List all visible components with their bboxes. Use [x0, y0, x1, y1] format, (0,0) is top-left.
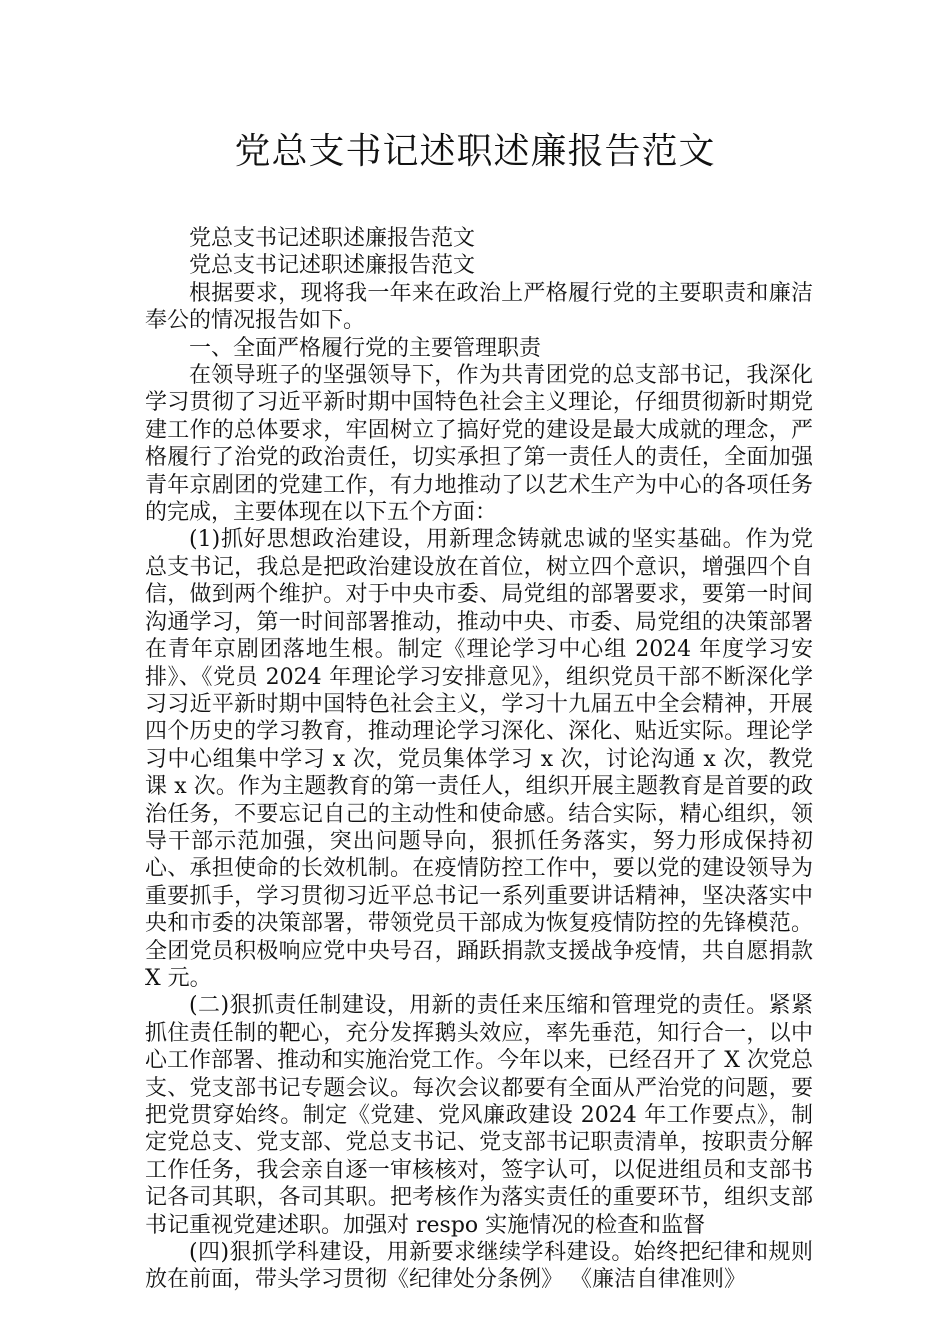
paragraph-heading-repeat-1: 党总支书记述职述廉报告范文	[189, 226, 476, 251]
paragraph-overview: 在领导班子的坚强领导下，作为共青团党的总支部书记，我深化学习贯彻了习近平新时期中国特色社会主义理论，仔细贯彻新时期党建工作的总体要求，牢固树立了搞好党的建设是最大成就的理念，严格履行了治党的政治责任，切实承担了第一责任人的责任，全面加强青年京剧团的党建工作，有力地推动了以艺术生产为中心的各项任务的完成，主要体现在以下五个方面：	[145, 363, 813, 526]
paragraph-point-4: (四)狠抓学科建设，用新要求继续学科建设。始终把纪律和规则放在前面，带头学习贯彻《纪律处分条例》 《廉洁自律准则》	[145, 1240, 813, 1293]
document-title: 党总支书记述职述廉报告范文	[234, 131, 716, 172]
paragraph-point-1: (1)抓好思想政治建设，用新理念铸就忠诚的坚实基础。作为党总支书记，我总是把政治建设放在首位，树立四个意识，增强四个自信，做到两个维护。对于中央市委、局党组的部署要求，要第一时间沟通学习，第一时间部署推动，推动中央、市委、局党组的决策部署在青年京剧团落地生根。制定《理论学习中心组 2024 年度学习安排》、《党员 2024 年理论学习安排意见》，组织党员干部不断深化学习习近平新时期中国特色社会主义，学习十九届五中全会精神，开展四个历史的学习教育，推动理论学习深化、深化、贴近实际。理论学习中心组集中学习 x 次，党员集体学习 x 次，讨论沟通 x 次，教党课 x 次。作为主题教育的第一责任人，组织开展主题教育是首要的政治任务，不要忘记自己的主动性和使命感。结合实际，精心组织，领导干部示范加强，突出问题导向，狠抓任务落实，努力形成保持初心、承担使命的长效机制。在疫情防控工作中，要以党的建设领导为重要抓手，学习贯彻习近平总书记一系列重要讲话精神，坚决落实中央和市委的决策部署，带领党员干部成为恢复疫情防控的先锋模范。全团党员积极响应党中央号召，踊跃捐款支援战争疫情，共自愿捐款 X 元。	[145, 527, 813, 991]
document-body	[145, 225, 813, 1294]
section-heading-1: 一、全面严格履行党的主要管理职责	[189, 335, 542, 361]
paragraph-heading-repeat-2: 党总支书记述职述廉报告范文	[189, 253, 476, 279]
paragraph-point-2: (二)狠抓责任制建设，用新的责任来压缩和管理党的责任。紧紧抓住责任制的靶心，充分发挥鹅头效应，率先垂范，知行合一，以中心工作部署、推动和实施治党工作。今年以来，已经召开了 X 次党总支、党支部书记专题会议。每次会议都要有全面从严治党的问题，要把党贯穿始终。制定《党建、党风廉政建设 2024 年工作要点》，制定党总支、党支部、党总支书记、党支部书记职责清单，按职责分解工作任务，我会亲自逐一审核核对，签字认可，以促进组员和支部书记各司其职，各司其职。把考核作为落实责任的重要环节，组织支部书记重视党建述职。加强对 respo 实施情况的检查和监督	[145, 993, 813, 1238]
paragraph-intro: 根据要求，现将我一年来在政治上严格履行党的主要职责和廉洁奉公的情况报告如下。	[145, 280, 813, 334]
